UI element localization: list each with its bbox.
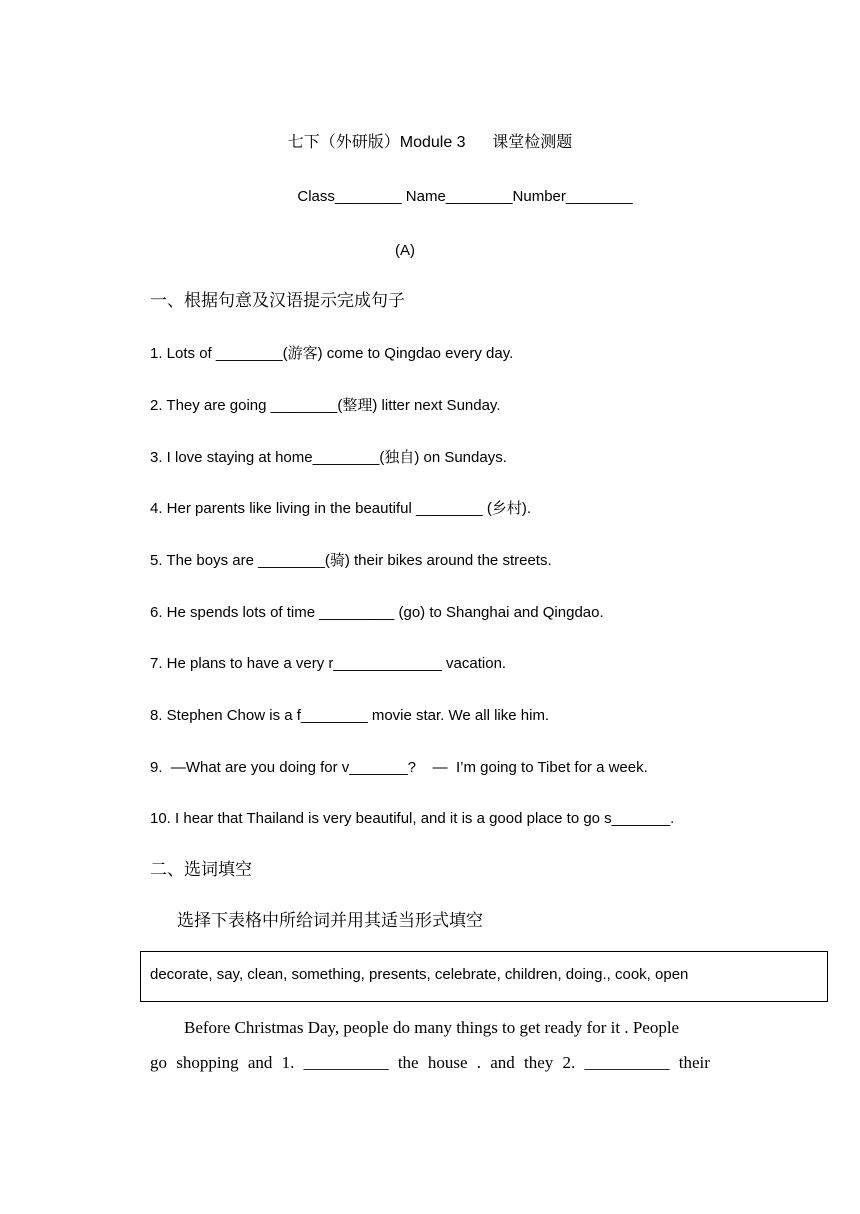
- passage-word: shopping: [176, 1053, 239, 1072]
- question-5: 5. The boys are ________(骑) their bikes around the streets.: [150, 552, 552, 569]
- question-1: 1. Lots of ________(游客) come to Qingdao every day.: [150, 345, 514, 362]
- passage-word: go: [150, 1053, 167, 1072]
- passage-word: .: [476, 1053, 481, 1072]
- page-title: 七下（外研版）Module 3 课堂检测题: [287, 134, 573, 151]
- question-9: 9. —What are you doing for v_______? — I’m going to Tibet for a week.: [150, 759, 648, 776]
- question-2: 2. They are going ________(整理) litter next Sunday.: [150, 397, 501, 414]
- question-7: 7. He plans to have a very r_____________ vacation.: [150, 655, 507, 672]
- section-1-heading: 一、根据句意及汉语提示完成句子: [150, 291, 405, 311]
- question-10: 10. I hear that Thailand is very beautiful, and it is a good place to go s_______.: [150, 810, 675, 827]
- blank: __________: [303, 1053, 389, 1072]
- word-box: [140, 951, 828, 1002]
- passage-word: the: [397, 1053, 419, 1072]
- passage-word: and: [247, 1053, 273, 1072]
- question-6: 6. He spends lots of time _________ (go) to Shanghai and Qingdao.: [150, 604, 604, 621]
- student-info-line: Class________ Name________Number________: [297, 188, 633, 205]
- blank: __________: [584, 1053, 670, 1072]
- question-4: 4. Her parents like living in the beautiful ________ (乡村).: [150, 500, 532, 517]
- question-8: 8. Stephen Chow is a f________ movie star. We all like him.: [150, 707, 550, 724]
- section-2-instruction: 选择下表格中所给词并用其适当形式填空: [177, 911, 483, 931]
- passage-word: they: [524, 1053, 554, 1072]
- passage-line-1: Before Christmas Day, people do many things to get ready for it . People: [184, 1018, 680, 1037]
- question-3: 3. I love staying at home________(独自) on Sundays.: [150, 449, 507, 466]
- word-box-text: decorate, say, clean, something, presents, celebrate, children, doing., cook, open: [150, 966, 689, 983]
- passage-word: and: [490, 1053, 515, 1072]
- passage-word: their: [678, 1053, 710, 1072]
- passage-line-2: [150, 1053, 710, 1073]
- section-2-heading: 二、选词填空: [150, 860, 252, 880]
- blank-number: 2.: [562, 1053, 576, 1072]
- part-label: (A): [395, 242, 415, 259]
- passage-word: house: [427, 1053, 468, 1072]
- blank-number: 1.: [281, 1053, 295, 1072]
